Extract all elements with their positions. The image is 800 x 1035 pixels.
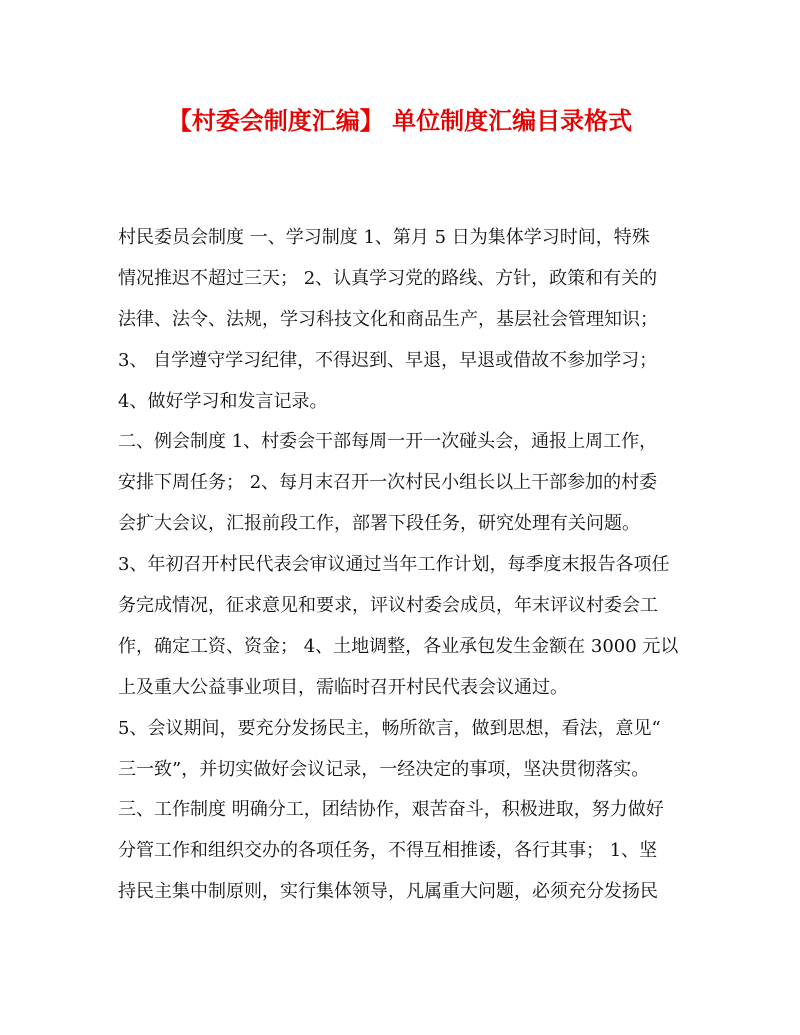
body-line: 5、会议期间，要充分发扬民主，畅所欲言，做到思想，看法，意见“ <box>118 717 661 739</box>
body-line: 4、做好学习和发言记录。 <box>118 390 328 412</box>
document-title: 【村委会制度汇编】 单位制度汇编目录格式 <box>167 106 633 135</box>
body-line: 持民主集中制原则，实行集体领导，凡属重大问题，必须充分发扬民 <box>118 881 658 903</box>
body-line: 作，确定工资、资金； 4、土地调整，各业承包发生金额在 3000 元以 <box>118 635 679 657</box>
document-body <box>118 218 680 913</box>
body-line: 分管工作和组织交办的各项任务，不得互相推诿，各行其事； 1、坚 <box>118 840 658 862</box>
body-line: 安排下周任务； 2、每月末召开一次村民小组长以上干部参加的村委 <box>118 472 658 494</box>
body-line: 3、 自学遵守学习纪律，不得迟到、早退，早退或借故不参加学习； <box>118 349 658 371</box>
body-line: 二、例会制度 1、村委会干部每周一开一次碰头会，通报上周工作， <box>118 431 658 453</box>
body-line: 三一致”，并切实做好会议记录，一经决定的事项，坚决贯彻落实。 <box>118 758 650 780</box>
body-line: 3、年初召开村民代表会审议通过当年工作计划，每季度末报告各项任 <box>118 554 670 576</box>
body-line: 情况推迟不超过三天； 2、认真学习党的路线、方针，政策和有关的 <box>118 267 658 289</box>
body-line: 法律、法令、法规，学习科技文化和商品生产，基层社会管理知识； <box>118 308 658 330</box>
body-line: 会扩大会议，汇报前段工作，部署下段任务，研究处理有关问题。 <box>118 513 640 535</box>
body-line: 务完成情况，征求意见和要求，评议村委会成员，年末评议村委会工 <box>118 595 658 617</box>
body-line: 上及重大公益事业项目，需临时召开村民代表会议通过。 <box>118 676 568 698</box>
body-line: 村民委员会制度 一、学习制度 1、第月 5 日为集体学习时间，特殊 <box>118 227 650 248</box>
body-line: 三、工作制度 明确分工，团结协作，艰苦奋斗，积极进取，努力做好 <box>118 799 664 821</box>
